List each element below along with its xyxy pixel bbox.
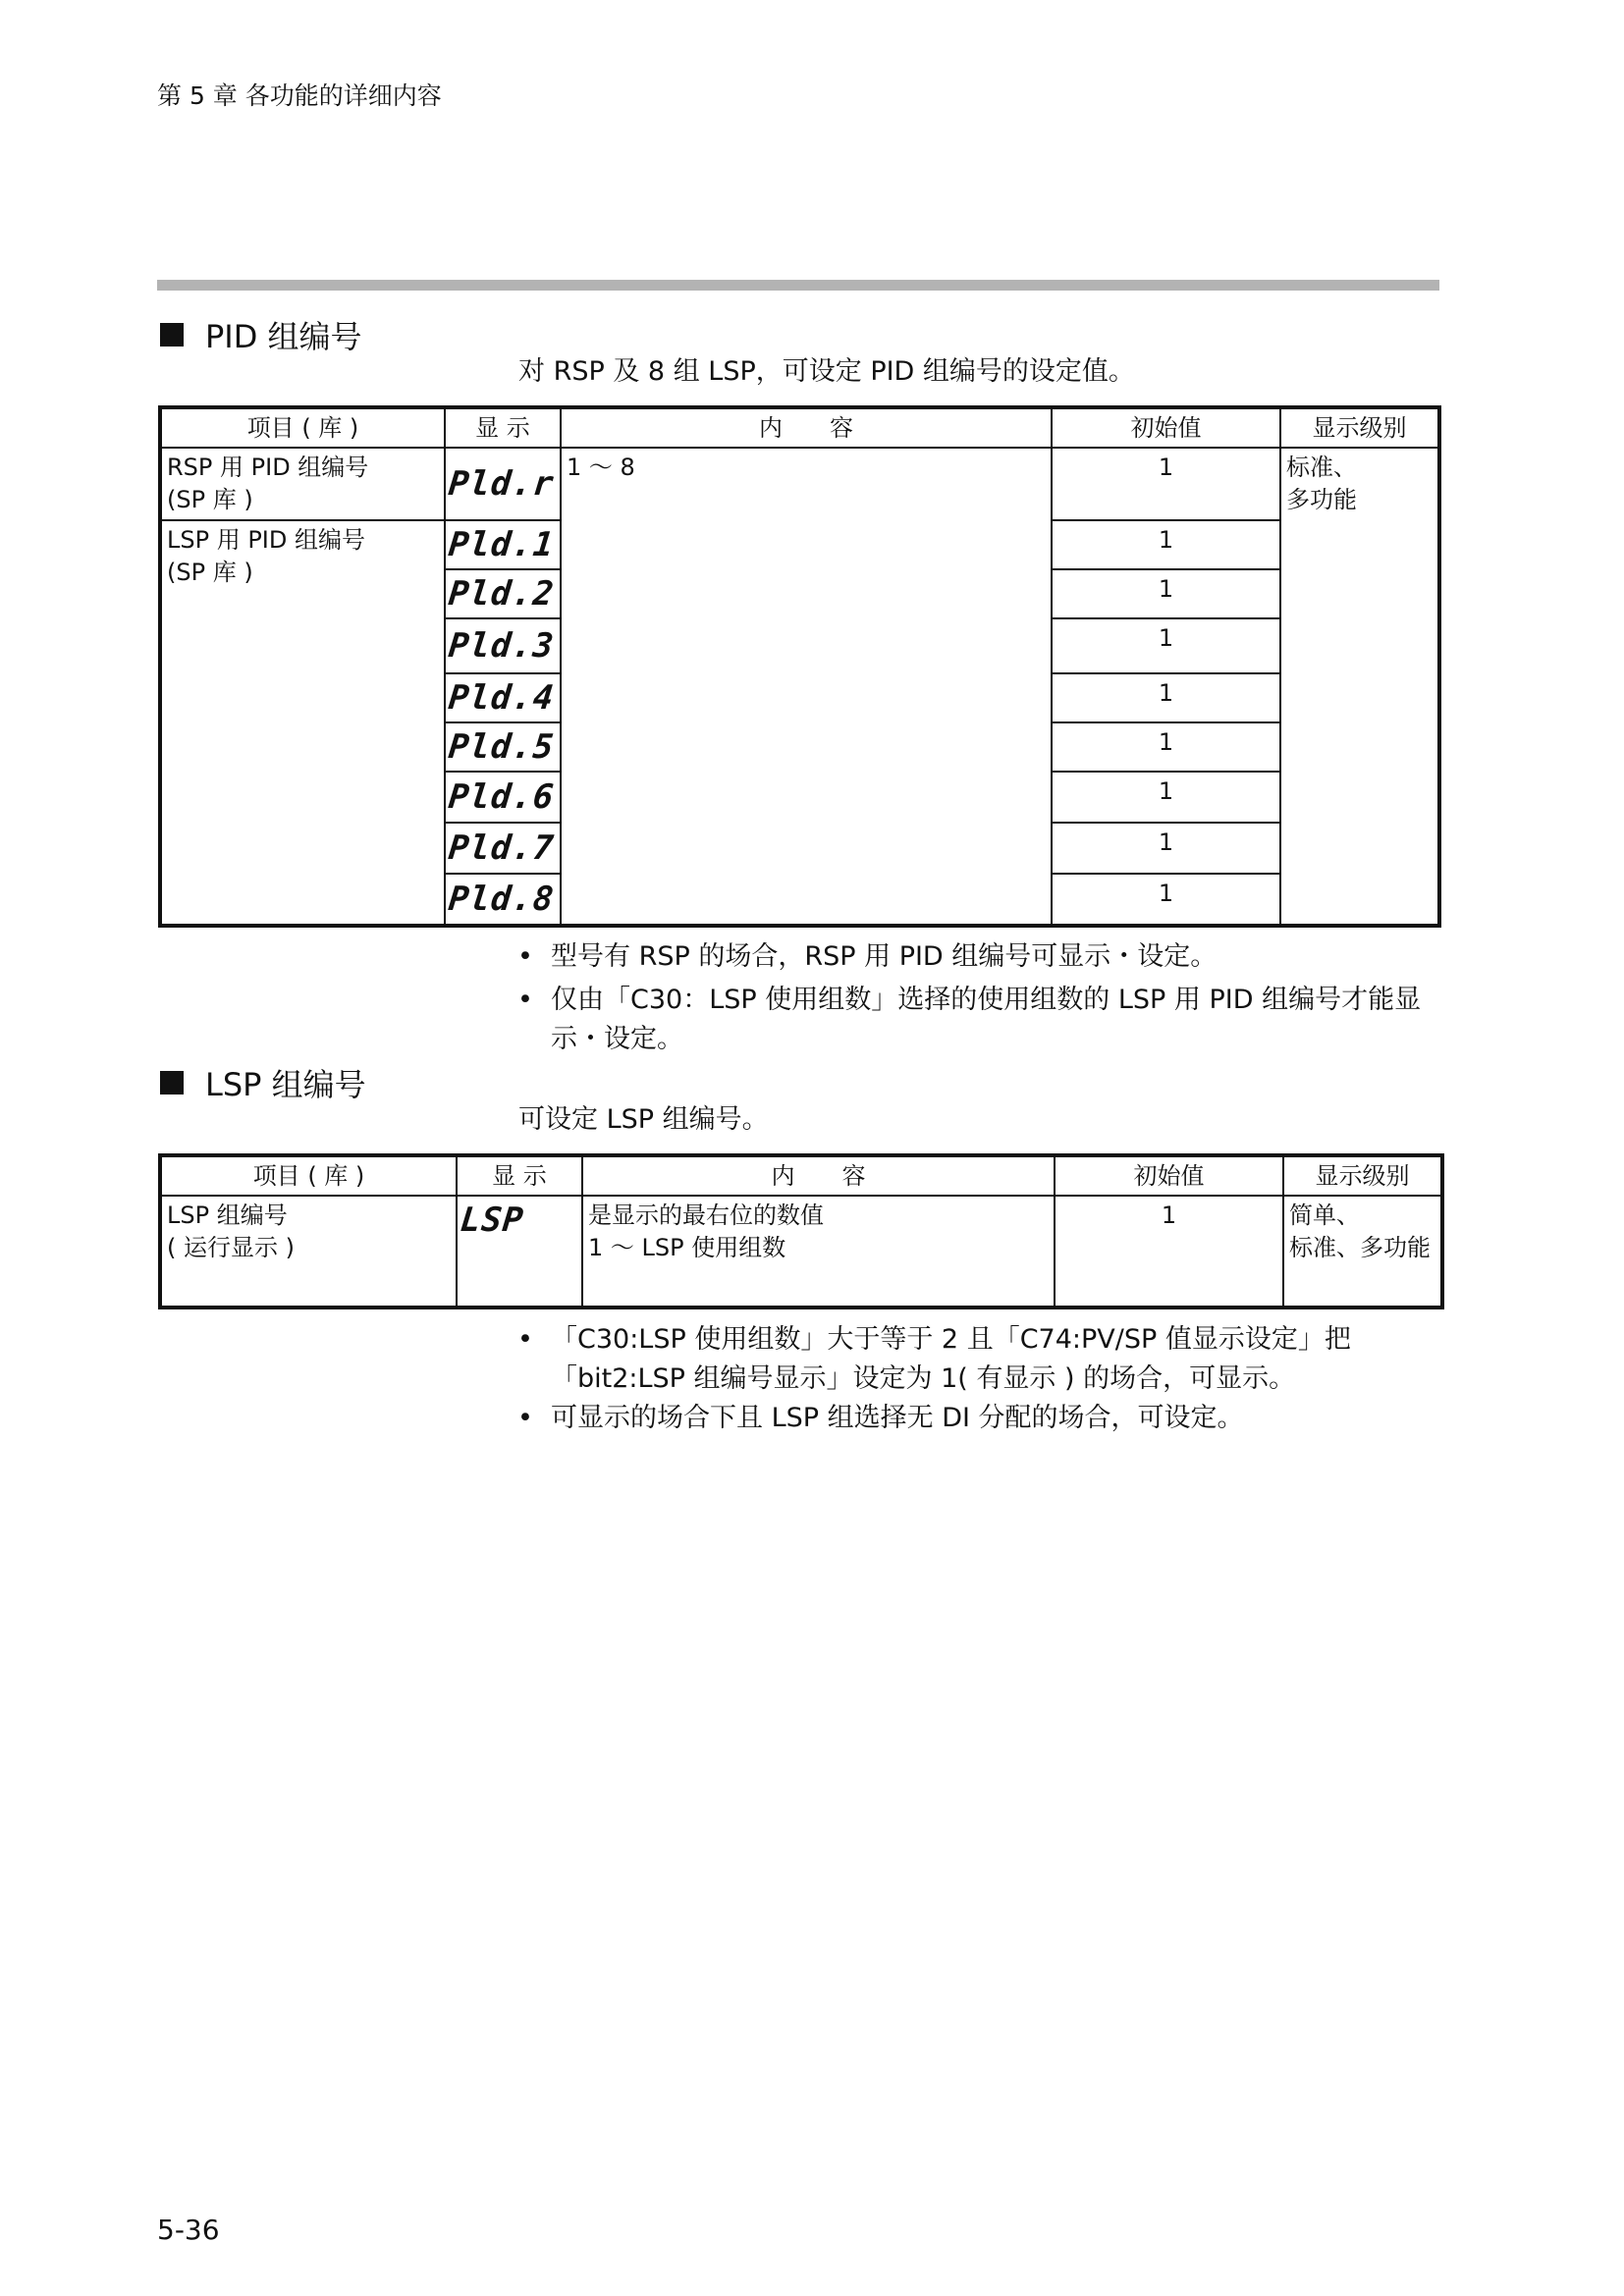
initial-cell: 1 bbox=[1052, 722, 1280, 772]
segment-display: Pld.8 bbox=[446, 880, 557, 919]
notes-list bbox=[515, 937, 1438, 1059]
content-cell: 1 ～ 8 bbox=[561, 448, 1052, 926]
segment-display: Pld.6 bbox=[446, 777, 557, 817]
header-content: 内 容 bbox=[582, 1155, 1055, 1196]
initial-cell: 1 bbox=[1052, 874, 1280, 926]
segment-display: LSP bbox=[458, 1201, 526, 1240]
header-content: 内 容 bbox=[561, 407, 1052, 448]
item-cell: RSP 用 PID 组编号 (SP 库 ) bbox=[160, 448, 445, 520]
level-cell: 简单、 标准、多功能 bbox=[1283, 1196, 1442, 1308]
content-cell: 是显示的最右位的数值 1 ～ LSP 使用组数 bbox=[582, 1196, 1055, 1308]
segment-display: Pld.r bbox=[446, 464, 557, 504]
chapter-header: 第 5 章 各功能的详细内容 bbox=[157, 81, 442, 110]
display-cell bbox=[445, 673, 561, 722]
initial-cell: 1 bbox=[1052, 569, 1280, 618]
display-cell bbox=[445, 823, 561, 874]
pid-group-table bbox=[158, 405, 1441, 928]
table-header-row bbox=[160, 1155, 1442, 1196]
section-divider bbox=[157, 280, 1439, 291]
display-cell bbox=[445, 569, 561, 618]
lsp-group-table bbox=[158, 1153, 1444, 1309]
list-item: • 「C30:LSP 使用组数」大于等于 2 且「C74:PV/SP 值显示设定」把「bit2:LSP 组编号显示」设定为 1( 有显示 ) 的场合，可显示。 bbox=[517, 1324, 1351, 1394]
display-cell bbox=[445, 520, 561, 569]
header-initial: 初始值 bbox=[1052, 407, 1280, 448]
display-cell bbox=[445, 874, 561, 926]
section-intro: 可设定 LSP 组编号。 bbox=[518, 1104, 769, 1135]
section-title: LSP 组编号 bbox=[205, 1066, 366, 1103]
header-level: 显示级别 bbox=[1280, 407, 1439, 448]
table-header-row bbox=[160, 407, 1439, 448]
table-row bbox=[160, 1196, 1442, 1308]
section-heading-pid-group bbox=[160, 312, 362, 357]
header-level: 显示级别 bbox=[1283, 1155, 1442, 1196]
segment-display: Pld.1 bbox=[446, 525, 557, 564]
header-display: 显 示 bbox=[457, 1155, 582, 1196]
initial-cell: 1 bbox=[1052, 520, 1280, 569]
item-cell: LSP 用 PID 组编号 (SP 库 ) bbox=[160, 520, 445, 926]
initial-cell: 1 bbox=[1052, 673, 1280, 722]
section-heading-lsp-group bbox=[160, 1060, 366, 1105]
header-item: 项目 ( 库 ) bbox=[160, 1155, 457, 1196]
table-row bbox=[160, 448, 1439, 520]
header-display: 显 示 bbox=[445, 407, 561, 448]
section-title: PID 组编号 bbox=[205, 318, 362, 355]
page-number: 5-36 bbox=[157, 2214, 220, 2246]
initial-cell: 1 bbox=[1055, 1196, 1283, 1308]
header-item: 项目 ( 库 ) bbox=[160, 407, 445, 448]
segment-display: Pld.4 bbox=[446, 678, 557, 718]
display-cell bbox=[445, 722, 561, 772]
square-bullet-icon bbox=[160, 1071, 184, 1095]
list-item: • 型号有 RSP 的场合，RSP 用 PID 组编号可显示・设定。 bbox=[517, 941, 1218, 972]
item-cell: LSP 组编号 ( 运行显示 ) bbox=[160, 1196, 457, 1308]
segment-display: Pld.7 bbox=[446, 828, 557, 868]
notes-list bbox=[515, 1320, 1438, 1438]
section-intro: 对 RSP 及 8 组 LSP，可设定 PID 组编号的设定值。 bbox=[518, 356, 1135, 387]
display-cell bbox=[445, 448, 561, 520]
display-cell bbox=[445, 772, 561, 823]
segment-display: Pld.5 bbox=[446, 727, 557, 767]
initial-cell: 1 bbox=[1052, 618, 1280, 673]
segment-display: Pld.3 bbox=[446, 626, 557, 666]
header-initial: 初始值 bbox=[1055, 1155, 1283, 1196]
level-cell: 标准、 多功能 bbox=[1280, 448, 1439, 926]
square-bullet-icon bbox=[160, 323, 184, 347]
display-cell bbox=[457, 1196, 582, 1308]
list-item: • 仅由「C30：LSP 使用组数」选择的使用组数的 LSP 用 PID 组编号才能显示・设定。 bbox=[517, 985, 1422, 1054]
display-cell bbox=[445, 618, 561, 673]
segment-display: Pld.2 bbox=[446, 574, 557, 614]
initial-cell: 1 bbox=[1052, 772, 1280, 823]
initial-cell: 1 bbox=[1052, 823, 1280, 874]
list-item: • 可显示的场合下且 LSP 组选择无 DI 分配的场合，可设定。 bbox=[517, 1403, 1244, 1433]
initial-cell: 1 bbox=[1052, 448, 1280, 520]
